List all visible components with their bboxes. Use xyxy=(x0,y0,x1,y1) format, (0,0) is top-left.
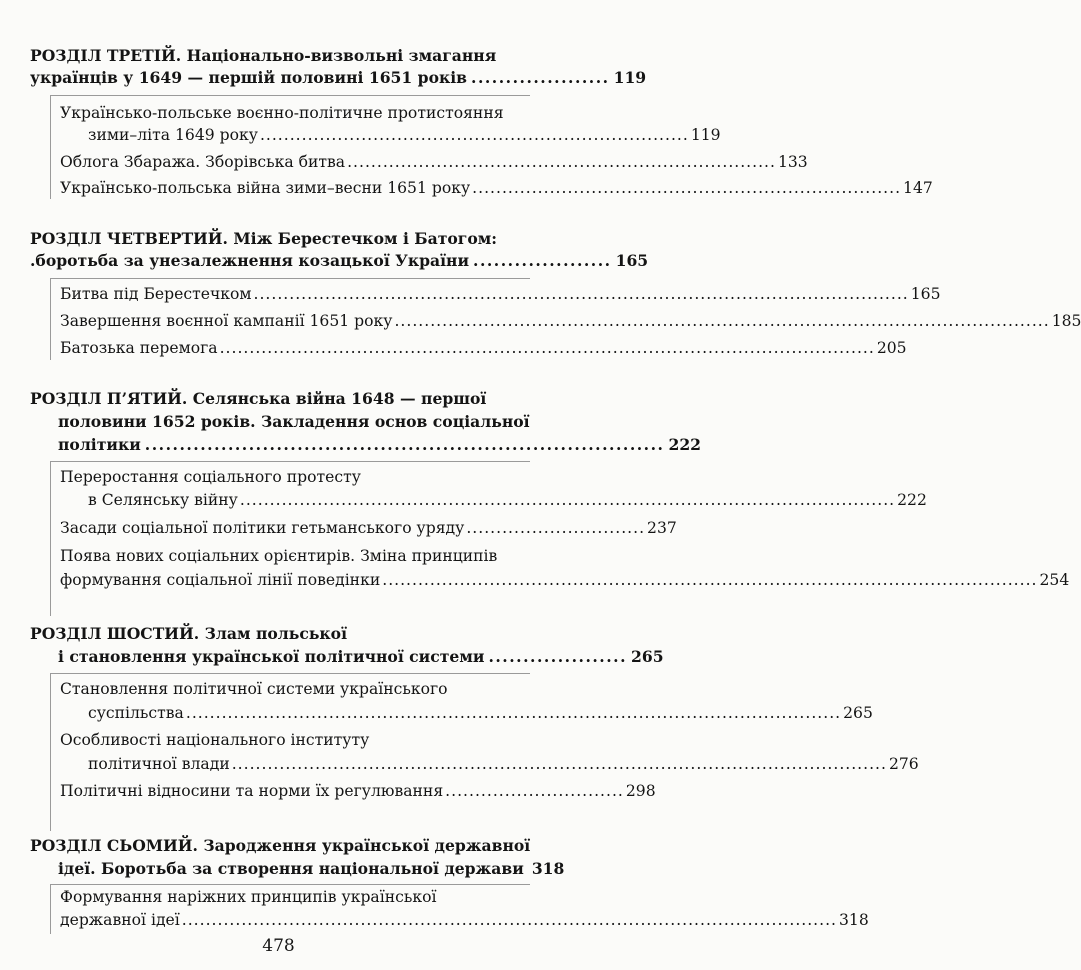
chapter-6-title-line2 xyxy=(58,647,664,667)
entry-page: 185 xyxy=(1051,312,1081,330)
divider xyxy=(50,673,51,831)
divider xyxy=(50,461,530,462)
entry-text: зими–літа 1649 року xyxy=(88,126,258,144)
divider xyxy=(50,461,51,616)
entry-page: 147 xyxy=(903,179,933,197)
entry-page: 254 xyxy=(1039,571,1070,589)
divider xyxy=(50,95,530,96)
toc-entry xyxy=(60,338,907,358)
leader-dots: .................... xyxy=(471,68,610,87)
leader-dots: .............................................................................................................. xyxy=(382,571,1038,589)
entry-page: 276 xyxy=(888,755,919,773)
toc-entry xyxy=(60,311,1081,331)
entry-text: в Селянську війну xyxy=(88,491,238,509)
chapter-5-title-text: політики xyxy=(58,435,141,454)
toc-entry xyxy=(88,490,927,510)
entry-page: 205 xyxy=(876,339,907,357)
divider xyxy=(50,884,530,885)
chapter-6-page: 265 xyxy=(631,647,664,666)
leader-dots: .............................................................................................................. xyxy=(219,339,875,357)
entry-text: Батозька перемога xyxy=(60,339,218,357)
leader-dots: .............................................................................................................. xyxy=(181,911,838,929)
chapter-4-page: 165 xyxy=(615,251,649,270)
entry-text: Завершення воєнної кампанії 1651 року xyxy=(60,312,393,330)
chapter-7-title-line1: РОЗДІЛ СЬОМИЙ. Зародження української державної xyxy=(30,836,531,855)
toc-entry xyxy=(60,781,656,801)
chapter-7-title-line2 xyxy=(58,859,565,879)
toc-entry xyxy=(60,570,1070,590)
chapter-5-title-line2: половини 1652 років. Закладення основ соціальної xyxy=(58,412,530,431)
toc-entry xyxy=(60,910,869,930)
chapter-4-title-line1: РОЗДІЛ ЧЕТВЕРТИЙ. Між Берестечком і Батогом: xyxy=(30,229,498,248)
entry-page: 318 xyxy=(839,911,869,929)
toc-entry xyxy=(60,152,808,172)
leader-dots: .............................................................................................................. xyxy=(394,312,1050,330)
leader-dots: .............................................................................................................. xyxy=(231,755,887,773)
entry-text: Політичні відносини та норми їх регулювання xyxy=(60,782,444,800)
leader-dots: .............................. xyxy=(466,519,646,537)
chapter-5-title-line1: РОЗДІЛ П’ЯТИЙ. Селянська війна 1648 — першої xyxy=(30,389,487,408)
divider xyxy=(50,673,530,674)
toc-entry xyxy=(88,703,873,723)
entry-page: 119 xyxy=(690,126,721,144)
toc-entry: Особливості національного інституту xyxy=(60,731,370,749)
chapter-5-page: 222 xyxy=(668,435,702,454)
entry-text: Битва під Берестечком xyxy=(60,285,252,303)
leader-dots: .............................................................................................................. xyxy=(185,704,842,722)
toc-entry xyxy=(60,178,933,198)
chapter-6-title-text: і становлення української політичної системи xyxy=(58,647,485,666)
chapter-3-page: 119 xyxy=(613,68,647,87)
entry-page: 222 xyxy=(897,491,927,509)
entry-text: державної ідеї xyxy=(60,911,180,929)
entry-page: 298 xyxy=(625,782,656,800)
divider xyxy=(50,278,51,360)
page-number: 478 xyxy=(262,936,295,956)
entry-text: суспільства xyxy=(88,704,184,722)
toc-entry xyxy=(88,125,721,145)
toc-entry: Формування наріжних принципів української xyxy=(60,888,437,906)
entry-text: Українсько-польська війна зими–весни 1651 року xyxy=(60,179,471,197)
leader-dots: .................... xyxy=(473,251,612,270)
divider xyxy=(50,95,51,199)
chapter-3-title-text: українців у 1649 — першій половині 1651 років xyxy=(30,68,468,87)
divider xyxy=(50,884,51,934)
entry-page: 133 xyxy=(777,153,808,171)
toc-entry: Поява нових соціальних орієнтирів. Зміна принципів xyxy=(60,547,498,565)
chapter-4-title-line2 xyxy=(30,251,649,271)
leader-dots: .............................................................................................................. xyxy=(253,285,909,303)
chapter-7-page: 318 xyxy=(531,859,565,878)
chapter-6-title-line1: РОЗДІЛ ШОСТИЙ. Злам польської xyxy=(30,624,348,643)
leader-dots: .................... xyxy=(488,647,628,666)
chapter-4-title-text: .боротьба за унезалежнення козацької України xyxy=(30,251,470,270)
leader-dots: ........................................................................... xyxy=(144,435,665,454)
entry-page: 265 xyxy=(843,704,873,722)
toc-entry xyxy=(88,754,919,774)
leader-dots: .............................. xyxy=(445,782,624,800)
chapter-3-title-line1: РОЗДІЛ ТРЕТІЙ. Національно-визвольні змагання xyxy=(30,46,497,65)
chapter-3-title-line2 xyxy=(30,68,647,88)
toc-entry: Переростання соціального протесту xyxy=(60,468,361,486)
leader-dots: .............................................................................................................. xyxy=(239,491,896,509)
divider xyxy=(50,278,530,279)
chapter-5-title-line3 xyxy=(58,435,702,455)
leader-dots: ........................................................................ xyxy=(472,179,902,197)
chapter-7-title-text: ідеї. Боротьба за створення національної держави xyxy=(58,859,524,878)
toc-entry: Українсько-польське воєнно-політичне протистояння xyxy=(60,104,504,122)
entry-text: політичної влади xyxy=(88,755,230,773)
toc-entry xyxy=(60,284,941,304)
leader-dots: ........................................................................ xyxy=(347,153,776,171)
entry-page: 237 xyxy=(647,519,677,537)
toc-entry: Становлення політичної системи українського xyxy=(60,680,448,698)
entry-page: 165 xyxy=(910,285,941,303)
leader-dots: ........................................................................ xyxy=(259,126,689,144)
entry-text: формування соціальної лінії поведінки xyxy=(60,571,381,589)
toc-entry xyxy=(60,518,677,538)
entry-text: Облога Збаража. Зборівська битва xyxy=(60,153,346,171)
entry-text: Засади соціальної політики гетьманського уряду xyxy=(60,519,465,537)
